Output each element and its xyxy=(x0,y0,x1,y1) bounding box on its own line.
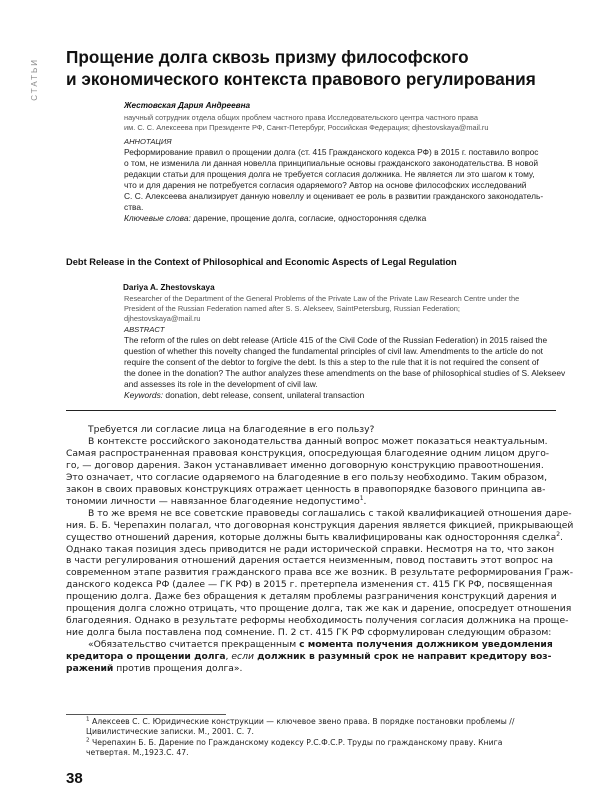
affiliation-line: им. С. С. Алексеева при Президенте РФ, Санкт-Петербург, Российская Федерация; djhestovskaya@mail.ru xyxy=(124,123,489,132)
body-line: тономии личности — навязанное благодеяние недопустимо$^1$. xyxy=(66,494,367,507)
affiliation-line: научный сотрудник отдела общих проблем частного права Исследовательского центра частного права xyxy=(124,113,478,122)
body-line: прощению долга. Даже без обращения к деталям проблемы разграничения конструкций дарения и xyxy=(66,591,557,603)
body-line: в части регулирования отношений дарения остается неизменным, повод поставить этот вопрос на xyxy=(66,555,553,567)
abstract-heading-en: ABSTRACT xyxy=(124,325,165,334)
body-line: современном этапе развития гражданского права все же возник. В результате реформирования Граж- xyxy=(66,567,574,579)
body-line: прощения долга сложно отрицать, что прощение долга, так же как и дарение, опосредует отношения xyxy=(66,603,572,615)
keywords-ru xyxy=(124,213,556,224)
abstract-line: the donee in the donation? The author analyzes these amendments on the base of philosophical studies of S. Alekseev xyxy=(124,368,566,378)
author-name-en: Dariya A. Zhestovskaya xyxy=(123,283,215,292)
affiliation-en xyxy=(124,294,519,324)
abstract-line: что и для дарения не потребуется согласия одаряемого? Автор на основе философских исследований xyxy=(124,180,527,190)
section-divider xyxy=(66,410,556,411)
quote-line xyxy=(66,651,556,663)
abstract-ru xyxy=(124,147,556,224)
abstract-line: ства. xyxy=(124,202,144,212)
body-question: Требуется ли согласие лица на благодеяние в его пользу? xyxy=(88,424,375,435)
abstract-en xyxy=(124,335,566,401)
quote-italic: если xyxy=(231,651,254,663)
body-line: благодеяния. Однако в результате реформы необходимость получения согласия должника на проще- xyxy=(66,615,569,627)
keywords-en xyxy=(124,390,556,401)
body-text: существо отношений дарения, которые должны быть квалифицированы как односторонняя сделка xyxy=(66,531,557,543)
article-body xyxy=(66,424,574,675)
abstract-heading-ru: АННОТАЦИЯ xyxy=(124,137,172,146)
body-line: ния. Б. Б. Черепахин полагал, что договорная конструкция дарения является фикцией, прикрывающей xyxy=(66,519,574,531)
body-text: тономии личности — навязанное благодеяние недопустимо xyxy=(66,495,360,507)
body-line: Однако такая позиция здесь приводится не ради исторической справки. Несмотря на то, что закон xyxy=(66,543,555,555)
body-line: закон в своих правовых конструкциях отражает ценность в правопорядке базового принципа ав- xyxy=(66,483,546,495)
quote-text: , xyxy=(225,651,232,663)
footnote-ref-2[interactable]: 2 xyxy=(556,530,561,538)
abstract-line: Реформирование правил о прощении долга (ст. 415 Гражданского кодекса РФ) в 2015 г. поставило вопрос xyxy=(124,147,539,157)
quote-bold: ражений xyxy=(66,663,114,675)
footnotes xyxy=(86,717,556,759)
footnote-number: 2 xyxy=(86,737,90,744)
body-line: данского кодекса РФ (далее — ГК РФ) в 2015 г. претерпела изменения ст. 415 ГК РФ, посвященная xyxy=(66,579,553,591)
footnote-1 xyxy=(86,717,556,727)
footnote-2 xyxy=(86,738,556,748)
body-line: В то же время не все советские правоведы соглашались с такой квалификацией отношения даре- xyxy=(88,507,572,519)
page-number: 38 xyxy=(66,770,83,787)
author-name-ru: Жестовская Дария Андреевна xyxy=(124,101,251,110)
footnote-2-cont: четвертая. М.,1923.С. 47. xyxy=(86,748,189,758)
footnote-text: Черепахин Б. Б. Дарение по Гражданскому кодексу Р.С.Ф.С.Р. Труды по гражданскому праву. Книга xyxy=(89,737,503,747)
quote-line xyxy=(66,663,556,675)
keywords-text: donation, debt release, consent, unilateral transaction xyxy=(163,390,365,400)
title-line: и экономического контекста правового регулирования xyxy=(66,69,536,89)
footnote-rule xyxy=(66,714,226,715)
body-line: В контексте российского законодательства данный вопрос может показаться неактуальным. xyxy=(88,435,548,447)
affiliation-line: Researcher of the Department of the General Problems of the Private Law of the Private Law Research Centre under the xyxy=(124,294,520,303)
quote-text: «Обязательство считается прекращенным xyxy=(88,639,300,651)
quote-bold: с момента получения должником уведомления xyxy=(299,639,553,651)
abstract-line: редакции статьи для прощения долга не требуется согласия должника. Не является ли это шагом к тому, xyxy=(124,169,535,179)
body-line: Самая распространенная правовая конструкция, опосредующая благодеяние одним лицом друго- xyxy=(66,447,550,459)
abstract-line: require the consent of the debtor to forgive the debt. Is this a step to the rule that it is not required the consent of xyxy=(124,357,539,367)
section-label: СТАТЬИ xyxy=(30,58,39,101)
quote-text: против прощения долга». xyxy=(113,663,243,675)
abstract-line: question of whether this novelty changed the fundamental principles of civil law. Amendments to the article do not xyxy=(124,346,543,356)
keywords-label: Keywords: xyxy=(124,390,164,400)
abstract-line: о том, не изменила ли данная новелла принципиальные основы гражданского законодательства. В новой xyxy=(124,158,539,168)
quote-bold: кредитора о прощении долга xyxy=(66,651,226,663)
body-line: го, — договор дарения. Закон устанавливает именно договорную конструкцию правоотношения. xyxy=(66,459,544,471)
abstract-line: The reform of the rules on debt release (Article 415 of the Civil Code of the Russian Federation) in 2015 raised the xyxy=(124,335,548,345)
keywords-label: Ключевые слова: xyxy=(124,213,191,223)
keywords-text: дарение, прощение долга, согласие, односторонняя сделка xyxy=(190,213,427,223)
affiliation-ru xyxy=(124,113,489,133)
title-line: Прощение долга сквозь призму философского xyxy=(66,47,469,67)
footnote-1-cont: Цивилистические записки. М., 2001. С. 7. xyxy=(86,727,254,737)
body-line: ние долга была поставлена под сомнение. П. 2 ст. 415 ГК РФ сформулирован следующим образом: xyxy=(66,627,552,639)
article-title-en: Debt Release in the Context of Philosophical and Economic Aspects of Legal Regulation xyxy=(66,257,457,267)
affiliation-line: President of the Russian Federation named after S. S. Alekseev, SaintPetersburg, Russian Federation; xyxy=(124,304,460,313)
body-line: Это означает, что согласие одаряемого на благодеяние в его пользу необходимо. Таким образом, xyxy=(66,471,548,483)
affiliation-line: djhestovskaya@mail.ru xyxy=(124,314,201,323)
footnote-ref-1[interactable]: 1 xyxy=(359,494,364,502)
abstract-line: С. С. Алексеева анализирует данную новеллу и оценивает ее роль в развитии гражданского законодатель- xyxy=(124,191,544,201)
footnote-text: Алексеев С. С. Юридические конструкции — ключевое звено права. В порядке постановки проблемы // xyxy=(89,717,515,726)
article-title-ru xyxy=(66,46,556,90)
footnote-number: 1 xyxy=(86,716,90,723)
quote-line xyxy=(66,639,556,651)
body-line: существо отношений дарения, которые должны быть квалифицированы как односторонняя сделка$^2$. xyxy=(66,530,563,543)
quote-bold: должник в разумный срок не направит кредитору воз- xyxy=(253,651,552,663)
abstract-line: and assesses its role in the development of civil law. xyxy=(124,379,318,389)
